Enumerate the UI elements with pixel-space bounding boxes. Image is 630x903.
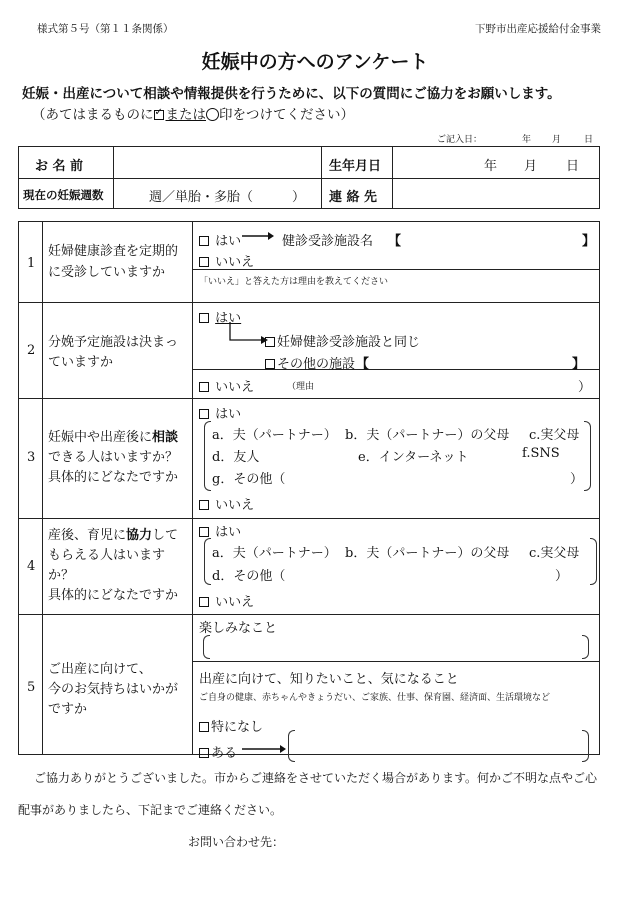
q1-reason-field[interactable] (195, 288, 595, 300)
footer-line-1: ご協力ありがとうございました。市からご連絡をさせていただく場合があります。何かご不明な点やご心 (34, 771, 598, 785)
checkbox-icon (199, 500, 209, 510)
q4-text-1 (44, 526, 182, 545)
form-number: 様式第５号（第１１条関係） (37, 23, 174, 35)
q5-some-option[interactable] (199, 742, 237, 761)
q2-number: 2 (27, 343, 36, 358)
footer-contact: お問い合わせ先： (188, 835, 285, 849)
q4-option-d[interactable]: d．その他（ (212, 569, 286, 584)
q5-number: 5 (27, 680, 36, 695)
arrow-elbow-icon (228, 322, 268, 346)
birth-year: 年 (484, 159, 498, 174)
q3-text-1a: 妊娠中や出産後に (48, 430, 153, 445)
checkbox-icon (199, 257, 209, 267)
checkbox-icon (265, 337, 275, 347)
info-table (18, 146, 600, 209)
q1-yes-option[interactable] (199, 230, 241, 249)
q4-text-4: 具体的にどなたですか (48, 588, 179, 603)
q5-text-3: ですか (48, 702, 88, 717)
q3-text-3: 具体的にどなたですか (48, 470, 179, 485)
q5-concern-label: 出産に向けて、知りたいこと、気になること (199, 672, 459, 687)
q4-option-a[interactable]: a．夫（パートナー） (212, 546, 337, 561)
birth-label: 生年月日 (329, 159, 382, 174)
q3-text-1-bold: 相談 (152, 430, 179, 445)
intro-line-2 (32, 103, 354, 123)
q2-no-option[interactable] (199, 376, 254, 395)
q1-text-1: 妊婦健康診査を定期的 (48, 244, 179, 259)
q1-no-label: いいえ (215, 255, 255, 270)
q1-bracket-close: 】 (582, 234, 596, 249)
q3-option-d[interactable]: d．友人 (212, 450, 260, 465)
q2-other-option[interactable] (265, 353, 355, 372)
weeks-label: 現在の妊娠週数 (23, 188, 104, 202)
arrow-right-icon (242, 743, 286, 755)
checkbox-icon (199, 236, 209, 246)
entry-date-label: ご記入日： (437, 135, 483, 145)
q2-reason-field[interactable] (320, 375, 575, 391)
q1-yes-label: はい (215, 234, 242, 249)
q1-facility-field[interactable] (402, 228, 580, 246)
q5-some-bracket-right (582, 730, 589, 762)
q4-text-1-bold: 協力 (126, 528, 153, 543)
q1-number: 1 (27, 256, 36, 271)
checkbox-icon (199, 382, 209, 392)
q5-fun-bracket-right (582, 635, 589, 659)
q4-number: 4 (27, 559, 36, 574)
q3-yes-option[interactable] (199, 403, 241, 422)
q3-other-field[interactable] (296, 466, 566, 484)
q1-reason-label: 「いいえ」と答えた方は理由を教えてください (199, 277, 389, 287)
q3-text-1 (44, 428, 182, 447)
q3-no-label: いいえ (215, 498, 255, 513)
entry-date-day: 日 (584, 135, 594, 145)
q4-option-d-close: ） (555, 569, 569, 584)
weeks-value[interactable]: 週／単胎・多胎（ ） (149, 190, 306, 205)
program-name: 下野市出産応援給付金事業 (475, 23, 601, 35)
q5-fun-bracket-left (203, 635, 210, 659)
q3-yes-label: はい (215, 407, 242, 422)
q1-no-option[interactable] (199, 251, 254, 270)
q3-option-f[interactable]: f.SNS (522, 446, 560, 461)
birth-month: 月 (524, 159, 538, 174)
q1-bracket-open: 【 (388, 234, 402, 249)
intro-line-2a: （あてはまるものに (32, 107, 154, 123)
q2-other-label: その他の施設 (277, 357, 356, 372)
birth-day: 日 (566, 159, 580, 174)
q4-text-1b: して (152, 528, 179, 543)
q5-some-field[interactable] (296, 731, 578, 759)
q3-option-g-close: ） (570, 472, 584, 487)
q3-option-g[interactable]: g．その他（ (212, 472, 286, 487)
q3-option-b[interactable]: b．夫（パートナー）の父母 (345, 428, 510, 443)
q2-bracket-open: 【 (356, 357, 370, 372)
q3-number: 3 (27, 450, 36, 465)
q3-bracket-right (584, 421, 591, 491)
intro-line-2c: 印をつけてください） (219, 107, 354, 123)
q4-yes-label: はい (215, 525, 242, 540)
q2-text-1: 分娩予定施設は決まっ (48, 335, 179, 350)
checkbox-icon (265, 359, 275, 369)
contact-label: 連 絡 先 (329, 190, 378, 205)
q4-no-option[interactable] (199, 591, 254, 610)
q2-same-label: 妊婦健診受診施設と同じ (277, 335, 421, 350)
q2-yes-label: はい (215, 311, 242, 326)
q5-concern-examples: ご自身の健康、赤ちゃんやきょうだい、ご家族、仕事、保育園、経済面、生活環境など (199, 693, 551, 703)
q5-none-option[interactable] (199, 716, 263, 735)
q3-text-2: できる人はいますか？ (48, 450, 179, 465)
checkbox-icon (199, 409, 209, 419)
q4-text-1a: 産後、育児に (48, 528, 127, 543)
q4-option-c[interactable]: c.実父母 (529, 546, 580, 561)
q2-bracket-close: 】 (572, 357, 586, 372)
intro-line-1: 妊娠・出産について相談や情報提供を行うために、以下の質問にご協力をお願いします。 (22, 86, 561, 102)
q4-other-field[interactable] (296, 563, 550, 581)
q2-other-field[interactable] (372, 351, 568, 369)
q3-option-a[interactable]: a．夫（パートナー） (212, 428, 337, 443)
q4-no-label: いいえ (215, 595, 255, 610)
q4-option-b[interactable]: b．夫（パートナー）の父母 (345, 546, 510, 561)
q2-same-option[interactable] (265, 331, 420, 350)
q1-facility-label: 健診受診施設名 (282, 234, 374, 249)
q2-reason-open: （理由 (287, 382, 315, 392)
page-title: 妊娠中の方へのアンケート (201, 51, 429, 73)
intro-line-2b: または (165, 107, 206, 123)
q5-text-2: 今のお気持ちはいかが (48, 682, 179, 697)
name-field[interactable] (115, 148, 319, 177)
q3-option-c[interactable]: c.実父母 (529, 428, 580, 443)
circle-icon (206, 108, 219, 121)
q3-bracket-left (204, 421, 211, 491)
q5-some-bracket-left (288, 730, 295, 762)
arrow-right-icon (242, 230, 274, 242)
entry-date-month: 月 (552, 135, 562, 145)
q5-fun-label: 楽しみなこと (199, 621, 278, 636)
contact-field[interactable] (394, 179, 598, 207)
q2-reason-close: ） (578, 380, 592, 395)
q4-bracket-left (204, 538, 211, 585)
checkbox-icon (199, 597, 209, 607)
q5-fun-field[interactable] (212, 636, 578, 656)
q5-text-1: ご出産に向けて、 (48, 662, 152, 677)
q2-text-2: ていますか (48, 355, 114, 370)
q5-some-label: ある (211, 746, 238, 761)
q4-yes-option[interactable] (199, 521, 241, 540)
checkbox-icon (199, 313, 209, 323)
q1-text-2: に受診していますか (48, 265, 166, 280)
checkbox-icon (199, 722, 209, 732)
q2-no-label: いいえ (215, 380, 255, 395)
q4-text-2: もらえる人はいます (48, 548, 166, 563)
q3-option-e[interactable]: e．インターネット (358, 450, 469, 465)
footer-line-2: 配事がありましたら、下記までご連絡ください。 (18, 803, 283, 817)
q5-none-label: 特になし (211, 720, 264, 735)
checkbox-icon (154, 110, 164, 120)
q4-text-3: か？ (48, 568, 75, 583)
entry-date-year: 年 (522, 135, 532, 145)
checkbox-icon (199, 527, 209, 537)
checkbox-icon (199, 748, 209, 758)
q3-no-option[interactable] (199, 494, 254, 513)
q4-bracket-right (590, 538, 597, 585)
name-label: お 名 前 (35, 159, 84, 174)
